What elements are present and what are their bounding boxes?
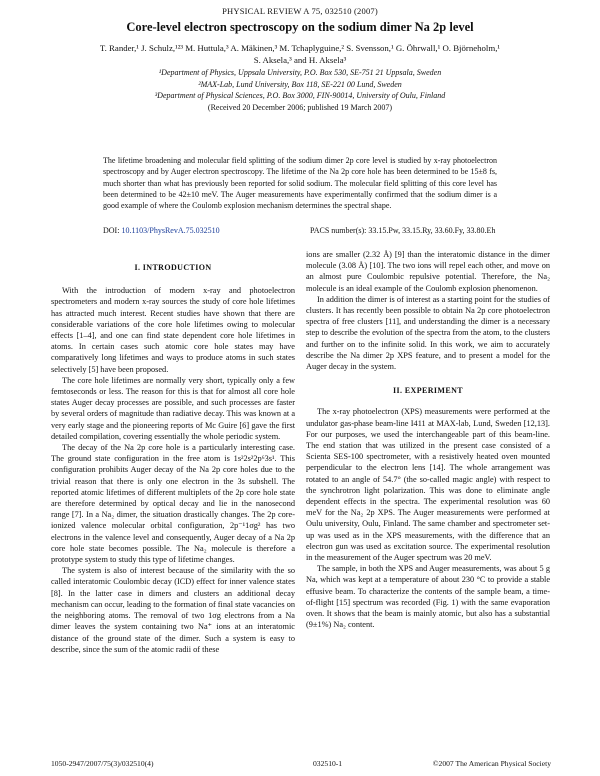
left-column [51, 262, 295, 655]
paragraph: ions are smaller (2.32 Å) [9] than the interatomic distance in the dimer molecule (3.08 Å) [10]. The two ions will repel each other, and move on an almost pure Coulombic repulsive potential. Therefore, the Na₂ molecule is an ideal example of the Coulomb explosion phenomenon. [306, 250, 550, 293]
abstract: The lifetime broadening and molecular field splitting of the sodium dimer 2p core level is studied by x-ray photoelectron spectroscopy and by Auger electron spectroscopy. The lifetime of the Na 2p core hole has been determined to be 15±8 fs, much shorter than what has previously been reported for solid sodium. The molecular field splitting of this core level has been determined to be 42±10 meV. The Auger measurements have experimentally confirmed that the sodium dimer is a good example of where the Coulomb explosion mechanism determines the spectral shape. [103, 156, 497, 211]
paragraph: In addition the dimer is of interest as a starting point for the studies of clusters. It has recently been possible to obtain Na 2p core photoelectron spectra of free clusters [11], and understanding the dimer is a necessary step to describe the evolution of the spectra from the atom, to the clusters and further on to the infinite solid. In this work, we aim to accurately describe the Na dimer 2p XPS feature, and to present a model for the Auger decay in the system. [306, 294, 550, 372]
doi-pacs-row [103, 226, 497, 235]
page-footer [51, 759, 551, 768]
paragraph: The core hole lifetimes are normally very short, typically only a few femtoseconds or less. The reason for this is that for almost all core hole states Auger decay processes are possible, and such processes are faster by several orders of magnitude than radiative decay. This was known at a very early stage and the pioneering reports of Mc Guire [6] gave the first detailed compilation, covering essentially the whole periodic system. [51, 375, 295, 441]
affiliations [60, 67, 540, 113]
running-header: PHYSICAL REVIEW A 75, 032510 (2007) [222, 6, 378, 16]
pacs-numbers: PACS number(s): 33.15.Pw, 33.15.Ry, 33.60.Fy, 33.80.Eh [310, 226, 496, 235]
right-column [306, 249, 550, 631]
paper-title: Core-level electron spectroscopy on the sodium dimer Na 2p level [126, 20, 474, 34]
section-heading-introduction: I. INTRODUCTION [134, 263, 212, 272]
doi-label: DOI: [103, 226, 120, 235]
footer-issn: 1050-2947/2007/75(3)/032510(4) [51, 759, 154, 768]
paragraph: The sample, in both the XPS and Auger measurements, was about 5 g Na, which was kept at a temperature of about 230 °C to provide a stable effusive beam. To characterize the contents of the sample beam, a time-of-flight [15] spectrum was recorded (Fig. 1) with the same evaporation oven. It shows that the beam is mainly atomic, but also has a substantial (9±1%) Na₂ content. [306, 564, 550, 630]
paragraph: The x-ray photoelectron (XPS) measurements were performed at the undulator gas-phase beam-line I411 at MAX-lab, Lund, Sweden [12,13]. For our purposes, we used the interchangeable part of this beam-line. The end station that was utilized in the present case consisted of a Scienta SES-100 spectrometer, with a resistively heated oven mounted perpendicular to the electron lens [14]. The whole arrangement was rotated to an angle of 54.7° (the so-called magic angle) with respect to the synchrotron light polarization. This was done to eliminate angle dependent effects in the spectra. The experimental resolution was 60 meV for the Na₂ 2p XPS. The Auger measurements were performed at Oulu university, Oulu, Finland. The same chamber and spectrometer set-up was used as in the XPS measurements, with the difference that an electron gun was used as excitation source. The experimental resolution in the measurement of the Auger spectrum was 20 meV. [306, 407, 550, 563]
paragraph: With the introduction of modern x-ray and photoelectron spectrometers and modern x-ray sources the study of core hole lifetimes has attracted much interest. Recent studies have shown that there are considerable variations of the core hole lifetimes owing to molecular effects [1–4], and one can find state dependent core hole lifetimes in atoms. In certain cases such atomic core hole states may have comparatively long lifetimes and ways to produce atoms in such states selectively [5] have been proposed. [51, 286, 295, 374]
paragraph: The decay of the Na 2p core hole is a particularly interesting case. The ground state configuration in the free atom is 1s²2s²2p⁶3s¹. This configuration prohibits Auger decay of the Na 2p core holes due to the trivial reason that there is only one electron in the 3s subshell. The reported atomic lifetimes of different multiplets of the 2p core hole state are therefore determined by optical decay and lie in the nanosecond range [7]. In a Na₂ dimer, the situation drastically changes. The 2p core-ionized valence molecular orbital configuration, 2p⁻¹1σg² has two electrons in the valence level and consequently, Auger decay of a Na 2p core hole state becomes possible. The Na₂ molecule is therefore a prototype system to study this type of lifetime changes. [51, 443, 295, 565]
doi-link[interactable]: 10.1103/PhysRevA.75.032510 [121, 226, 220, 235]
affiliation-3: ³Department of Physical Sciences, P.O. Box 3000, FIN-90014, University of Oulu, Finland [154, 91, 446, 100]
footer-copyright: ©2007 The American Physical Society [432, 759, 551, 768]
affiliation-2: ²MAX-Lab, Lund University, Box 118, SE-221 00 Lund, Sweden [198, 79, 402, 89]
section-heading-experiment: II. EXPERIMENT [392, 386, 464, 396]
author-line-1: T. Rander,¹ J. Schulz,¹²³ M. Huttula,³ A. Mäkinen,³ M. Tchaplyguine,² S. Svensson,¹ G. Öhrwall,¹ O. Björneholm,¹ [99, 43, 501, 53]
affiliation-1: ¹Department of Physics, Uppsala University, P.O. Box 530, SE-751 21 Uppsala, Sweden [158, 68, 442, 77]
received-dates: (Received 20 December 2006; published 19 March 2007) [207, 102, 393, 112]
page-number: 032510-1 [313, 759, 343, 768]
paragraph: The system is also of interest because of the similarity with the so called interatomic Coulombic decay (ICD) effect for inner valence states [8]. In the latter case in dimers and clusters an additional decay mechanism can occur, leading to the formation of final state vacancies on the neighboring atoms. The removal of two 1σg electrons from a Na dimer leaves the system containing two Na⁺ ions at an interatomic distance of the ground state of the dimer. Such a system is easy to describe, since the sum of the atomic radii of these [51, 566, 295, 654]
author-line-2: S. Aksela,³ and H. Aksela³ [253, 55, 347, 65]
author-list [60, 42, 540, 66]
